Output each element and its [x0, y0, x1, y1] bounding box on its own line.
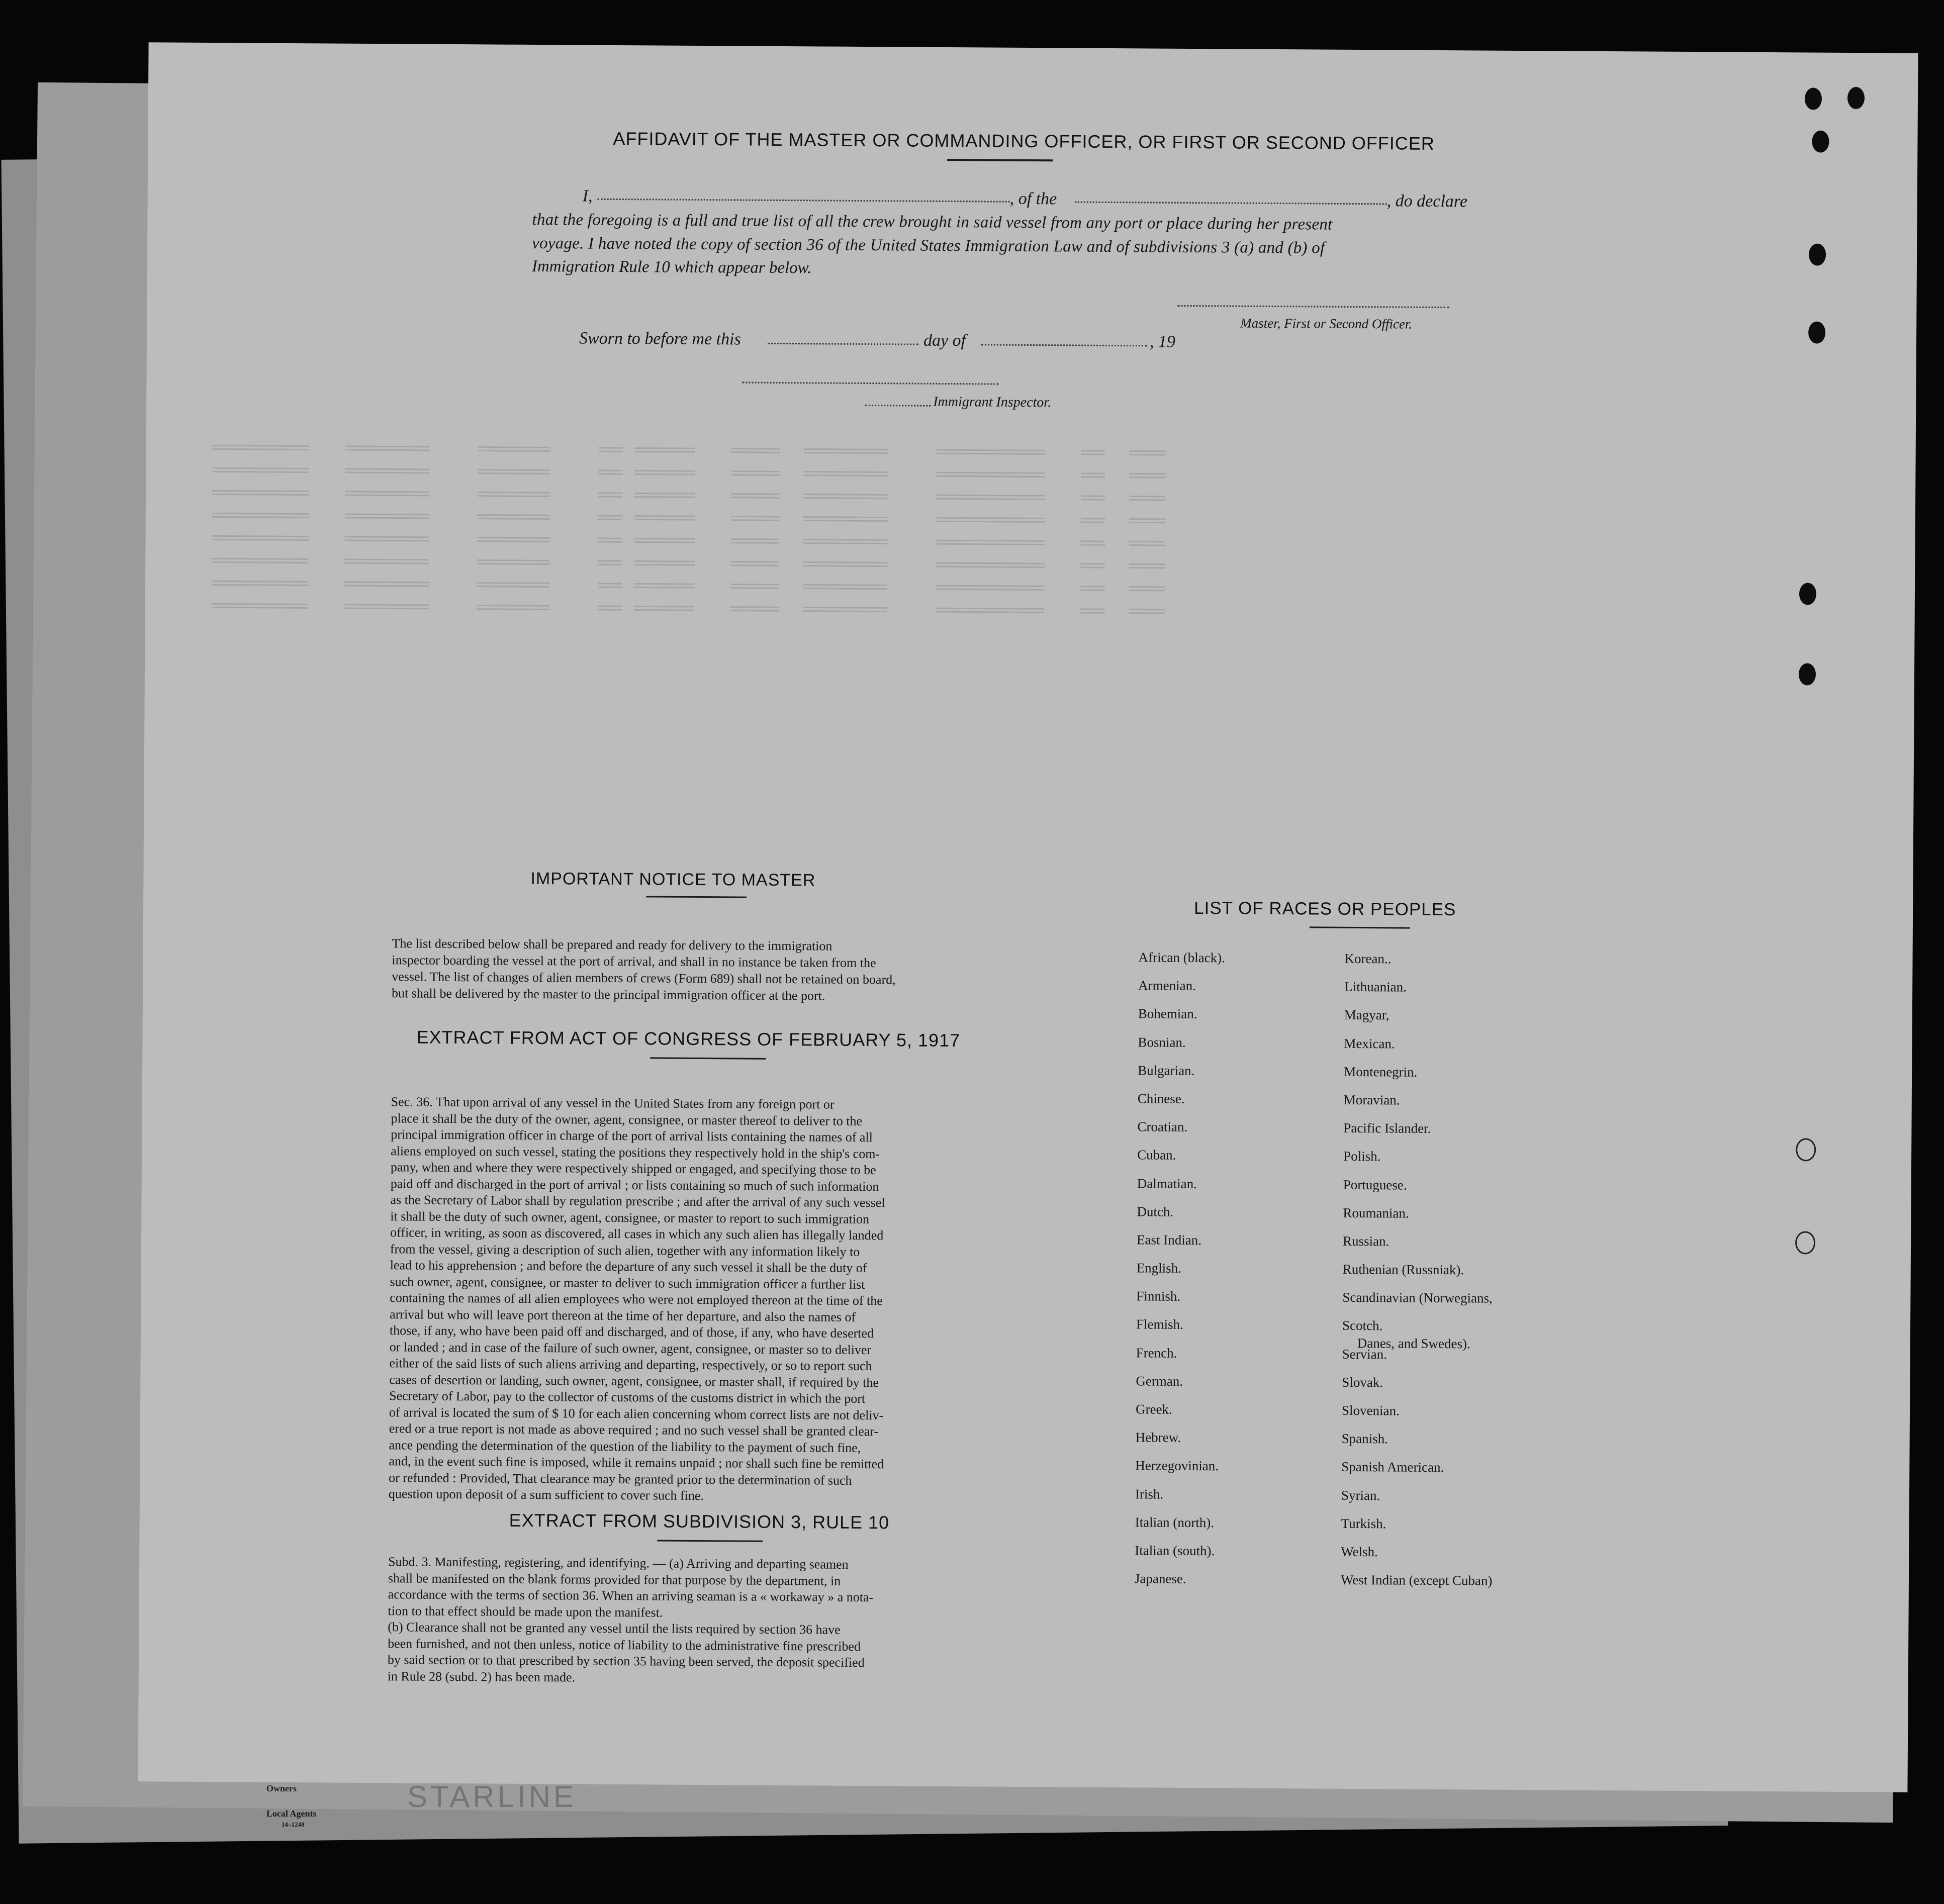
affidavit-body-line: Immigration Rule 10 which appear below.: [531, 257, 812, 277]
year-label: , 19: [1149, 332, 1176, 351]
race-item: Dutch.: [1137, 1204, 1174, 1219]
text-line: Subd. 3. Manifesting, registering, and identifying. — (a) Arriving and departing seamen: [388, 1554, 849, 1572]
text-line: ance pending the determination of the question of the liability to the payment of such fine,: [389, 1437, 861, 1455]
text-line: of arrival is located the sum of $ 10 for each alien concerning whom correct lists are not deliv-: [389, 1404, 884, 1422]
owners-label: Owners: [266, 1783, 297, 1793]
text-line: officer, in writing, as soon as discovered, all cases in which any such alien has illegally landed: [390, 1225, 884, 1243]
affidavit-declare-label: , do declare: [1386, 192, 1468, 211]
text-line: those, if any, who have been paid off and discharged, and of those, if any, who have deserted: [389, 1323, 874, 1341]
rule-underline: [657, 1540, 763, 1542]
text-line: aliens employed on such vessel, stating the positions they respectively hold in the ship's com-: [391, 1143, 880, 1161]
punch-hole: [1805, 87, 1822, 110]
race-item: West Indian (except Cuban): [1340, 1572, 1493, 1588]
punch-hole: [1808, 321, 1825, 343]
text-line: (b) Clearance shall not be granted any vessel until the lists required by section 36 have: [388, 1620, 841, 1637]
race-item: French.: [1136, 1345, 1177, 1361]
text-line: been furnished, and not then unless, notice of liability to the administrative fine prescribed: [388, 1636, 861, 1654]
affidavit-i-label: I,: [582, 186, 593, 206]
day-of-label: day of: [923, 331, 966, 350]
notice-underline: [646, 896, 747, 898]
race-item: Spanish American.: [1341, 1459, 1444, 1475]
text-line: paid off and discharged in the port of arrival ; or lists containing so much of such information: [390, 1176, 879, 1194]
race-item: Korean..: [1344, 950, 1392, 967]
sworn-label: Sworn to before me this: [579, 329, 741, 349]
race-item: Scotch.: [1342, 1318, 1383, 1334]
text-line: lead to his apprehension ; and before the departure of any such vessel it shall be the duty of: [390, 1258, 867, 1276]
text-line: but shall be delivered by the master to the principal immigration officer at the port.: [391, 986, 825, 1003]
race-item: German.: [1136, 1373, 1183, 1389]
race-item: African (black).: [1138, 949, 1226, 966]
text-line: by said section or to that prescribed by section 35 having been served, the deposit specified: [387, 1652, 865, 1670]
race-item: Turkish.: [1341, 1515, 1386, 1532]
rule-title: EXTRACT FROM SUBDIVISION 3, RULE 10: [509, 1509, 890, 1533]
text-line: ered or a true report is not made as above required ; and no such vessel shall be granted clear-: [389, 1421, 879, 1439]
race-item: Hebrew.: [1135, 1430, 1181, 1446]
race-item: Spanish.: [1341, 1431, 1388, 1447]
affidavit-of-the-label: , of the: [1009, 189, 1057, 209]
bleed-through-texture: ════════ ═══════ ══════ ══ ═════ ════ ═══════ ═════════ ══ ═══ ════════ ═══════ ══════ ══ ═════ ════ ═══════ ═════════ ══ ═══ ════════ ═══════ ══════ ══ ═════ ════ ═══════ ═════════ ══ ═══ ════════ ═══════ ══════ ══ ═════ ════ ═══════ ═════════ ══ ═══ ════════ ═══════ ══════ ══ ═════ ════ ═══════ ═════════ ══ ═══ ════════ ═══════ ══════ ══ ═════ ════ ═══════ ═════════ ══ ═══ ════════ ═══════ ══════ ══ ═════ ════ ═══════ ═════════ ══ ═══ ════════ ═══════ ══════ ══ ═════ ════ ═══════ ═════════ ══ ═══: [175, 414, 1166, 624]
race-item: Roumanian.: [1343, 1205, 1409, 1221]
race-item: Moravian.: [1343, 1092, 1400, 1108]
race-item: Polish.: [1343, 1149, 1381, 1164]
text-line: as the Secretary of Labor shall by regulation prescribe ; and after the arrival of any such vessel: [390, 1192, 885, 1210]
text-line: either of the said lists of such aliens arriving and departing, respectively, or so to report such: [389, 1356, 872, 1374]
text-line: accordance with the terms of section 36. When an arriving seaman is a « workaway » a nota-: [388, 1587, 874, 1605]
affidavit-body-line: voyage. I have noted the copy of section 36 of the United States Immigration Law and of subdivisions 3 (a) and (b) of: [532, 234, 1325, 257]
punch-hole: [1809, 243, 1826, 265]
races-scandinavian-continuation: Danes, and Swedes).: [1357, 1336, 1470, 1352]
race-item: Chinese.: [1137, 1091, 1185, 1106]
text-line: it shall be the duty of such owner, agent, consignee, or master to report to such immigration: [390, 1208, 870, 1226]
master-signature-label: Master, First or Second Officer.: [1240, 315, 1413, 332]
sworn-month-line[interactable]: [981, 344, 1147, 346]
form-number: 14–1240: [282, 1821, 305, 1828]
text-line: principal immigration officer in charge of the port of arrival lists containing the names of all: [391, 1127, 873, 1145]
text-line: cases of desertion or landing, such owner, agent, consignee, or master shall, if required by the: [389, 1372, 879, 1390]
notice-title: IMPORTANT NOTICE TO MASTER: [530, 869, 816, 890]
text-line: or landed ; and in case of the failure of such owner, agent, consignee, or master so to deliver: [389, 1339, 872, 1357]
text-line: in Rule 28 (subd. 2) has been made.: [387, 1668, 576, 1685]
inspector-signature-line-2[interactable]: [865, 405, 931, 407]
race-item: Scandinavian (Norwegians,: [1342, 1290, 1493, 1306]
race-item: Cuban.: [1137, 1147, 1176, 1163]
text-line: Sec. 36. That upon arrival of any vessel in the United States from any foreign port or: [391, 1094, 835, 1112]
race-item: Irish.: [1135, 1486, 1164, 1502]
race-item: Servian.: [1342, 1346, 1387, 1362]
act-underline: [650, 1057, 766, 1059]
punch-hole: [1799, 663, 1816, 685]
race-item: Bulgarian.: [1138, 1063, 1195, 1078]
race-item: Montenegrin.: [1344, 1064, 1418, 1080]
title-underline: [947, 159, 1053, 161]
text-line: Secretary of Labor, pay to the collector of customs of the customs district in which the port: [389, 1388, 866, 1406]
affidavit-title: AFFIDAVIT OF THE MASTER OR COMMANDING OFFICER, OR FIRST OR SECOND OFFICER: [613, 128, 1435, 154]
punch-hole: [1812, 130, 1829, 152]
name-field-line[interactable]: [598, 199, 1010, 203]
text-line: and, in the event such fine is imposed, while it remains unpaid ; nor shall such fine be remitted: [389, 1454, 884, 1472]
affidavit-body-line: that the foregoing is a full and true list of all the crew brought in said vessel from any port or place during her present: [532, 210, 1333, 234]
punch-hole: [1796, 1138, 1816, 1161]
races-title: LIST OF RACES OR PEOPLES: [1194, 898, 1456, 920]
race-item: Syrian.: [1341, 1487, 1380, 1503]
race-item: Slovenian.: [1341, 1402, 1400, 1418]
race-item: Russian.: [1342, 1233, 1390, 1249]
race-item: Pacific Islander.: [1343, 1120, 1431, 1136]
race-item: Lithuanian.: [1344, 979, 1407, 995]
text-line: tion to that effect should be made upon the manifest.: [388, 1603, 663, 1620]
text-line: arrival but who will leave port thereon at the time of her departure, and also the names of: [390, 1306, 856, 1324]
text-line: place it shall be the duty of the owner, agent, consignee, or master thereof to deliver to the: [391, 1110, 863, 1128]
act-title: EXTRACT FROM ACT OF CONGRESS OF FEBRUARY 5, 1917: [416, 1026, 961, 1051]
text-line: The list described below shall be prepared and ready for delivery to the immigration: [392, 936, 832, 954]
text-line: containing the names of all alien employees who were not employed thereon at the time of the: [390, 1290, 883, 1308]
race-item: Bosnian.: [1138, 1034, 1186, 1050]
race-item: Greek.: [1135, 1401, 1172, 1417]
punch-hole: [1795, 1231, 1815, 1254]
local-agents-label: Local Agents: [266, 1808, 317, 1819]
master-signature-line[interactable]: [1177, 305, 1449, 308]
vessel-field-line[interactable]: [1075, 202, 1387, 205]
races-right-column: [1341, 944, 1496, 1595]
inspector-label: Immigrant Inspector.: [933, 394, 1052, 411]
race-item: Slovak.: [1342, 1374, 1383, 1390]
inspector-signature-line[interactable]: [742, 382, 998, 385]
race-item: Italian (south).: [1135, 1543, 1215, 1559]
race-item: Japanese.: [1134, 1571, 1186, 1587]
races-left-column: [1135, 943, 1225, 1593]
text-line: or refunded : Provided, That clearance may be granted prior to the determination of such: [389, 1470, 852, 1488]
race-item: Mexican.: [1344, 1035, 1395, 1052]
sworn-day-line[interactable]: [768, 343, 918, 345]
punch-hole: [1799, 583, 1816, 605]
text-line: from the vessel, giving a description of such alien, together with any information likely to: [390, 1241, 860, 1259]
starline-stamp: STARLINE: [407, 1780, 577, 1814]
text-line: such owner, agent, consignee, or master to deliver to such immigration officer a further list: [390, 1274, 865, 1292]
text-line: shall be manifested on the blank forms provided for that purpose by the department, in: [388, 1570, 841, 1588]
race-item: Italian (north).: [1135, 1514, 1215, 1531]
race-item: Armenian.: [1138, 978, 1196, 994]
text-line: vessel. The list of changes of alien members of crews (Form 689) shall not be retained on board,: [392, 969, 896, 987]
race-item: Magyar,: [1344, 1007, 1390, 1023]
race-item: Welsh.: [1341, 1544, 1378, 1560]
race-item: Portuguese.: [1343, 1177, 1407, 1193]
races-underline: [1310, 926, 1410, 928]
race-item: Herzegovinian.: [1135, 1458, 1219, 1474]
race-item: English.: [1136, 1260, 1182, 1276]
race-item: Finnish.: [1136, 1288, 1181, 1304]
race-item: Ruthenian (Russniak).: [1342, 1261, 1464, 1278]
race-item: Dalmatian.: [1137, 1175, 1197, 1191]
race-item: East Indian.: [1136, 1232, 1202, 1248]
race-item: Croatian.: [1137, 1119, 1188, 1135]
text-line: pany, when and where they were respectively shipped or engaged, and specifying those to be: [390, 1160, 876, 1178]
race-item: Flemish.: [1136, 1316, 1183, 1332]
race-item: Bohemian.: [1138, 1006, 1197, 1022]
text-line: question upon deposit of a sum sufficient to cover such fine.: [388, 1486, 704, 1503]
text-line: inspector boarding the vessel at the port of arrival, and shall in no instance be taken from the: [392, 953, 876, 971]
punch-hole: [1847, 87, 1865, 109]
form-page: [138, 42, 1918, 1792]
